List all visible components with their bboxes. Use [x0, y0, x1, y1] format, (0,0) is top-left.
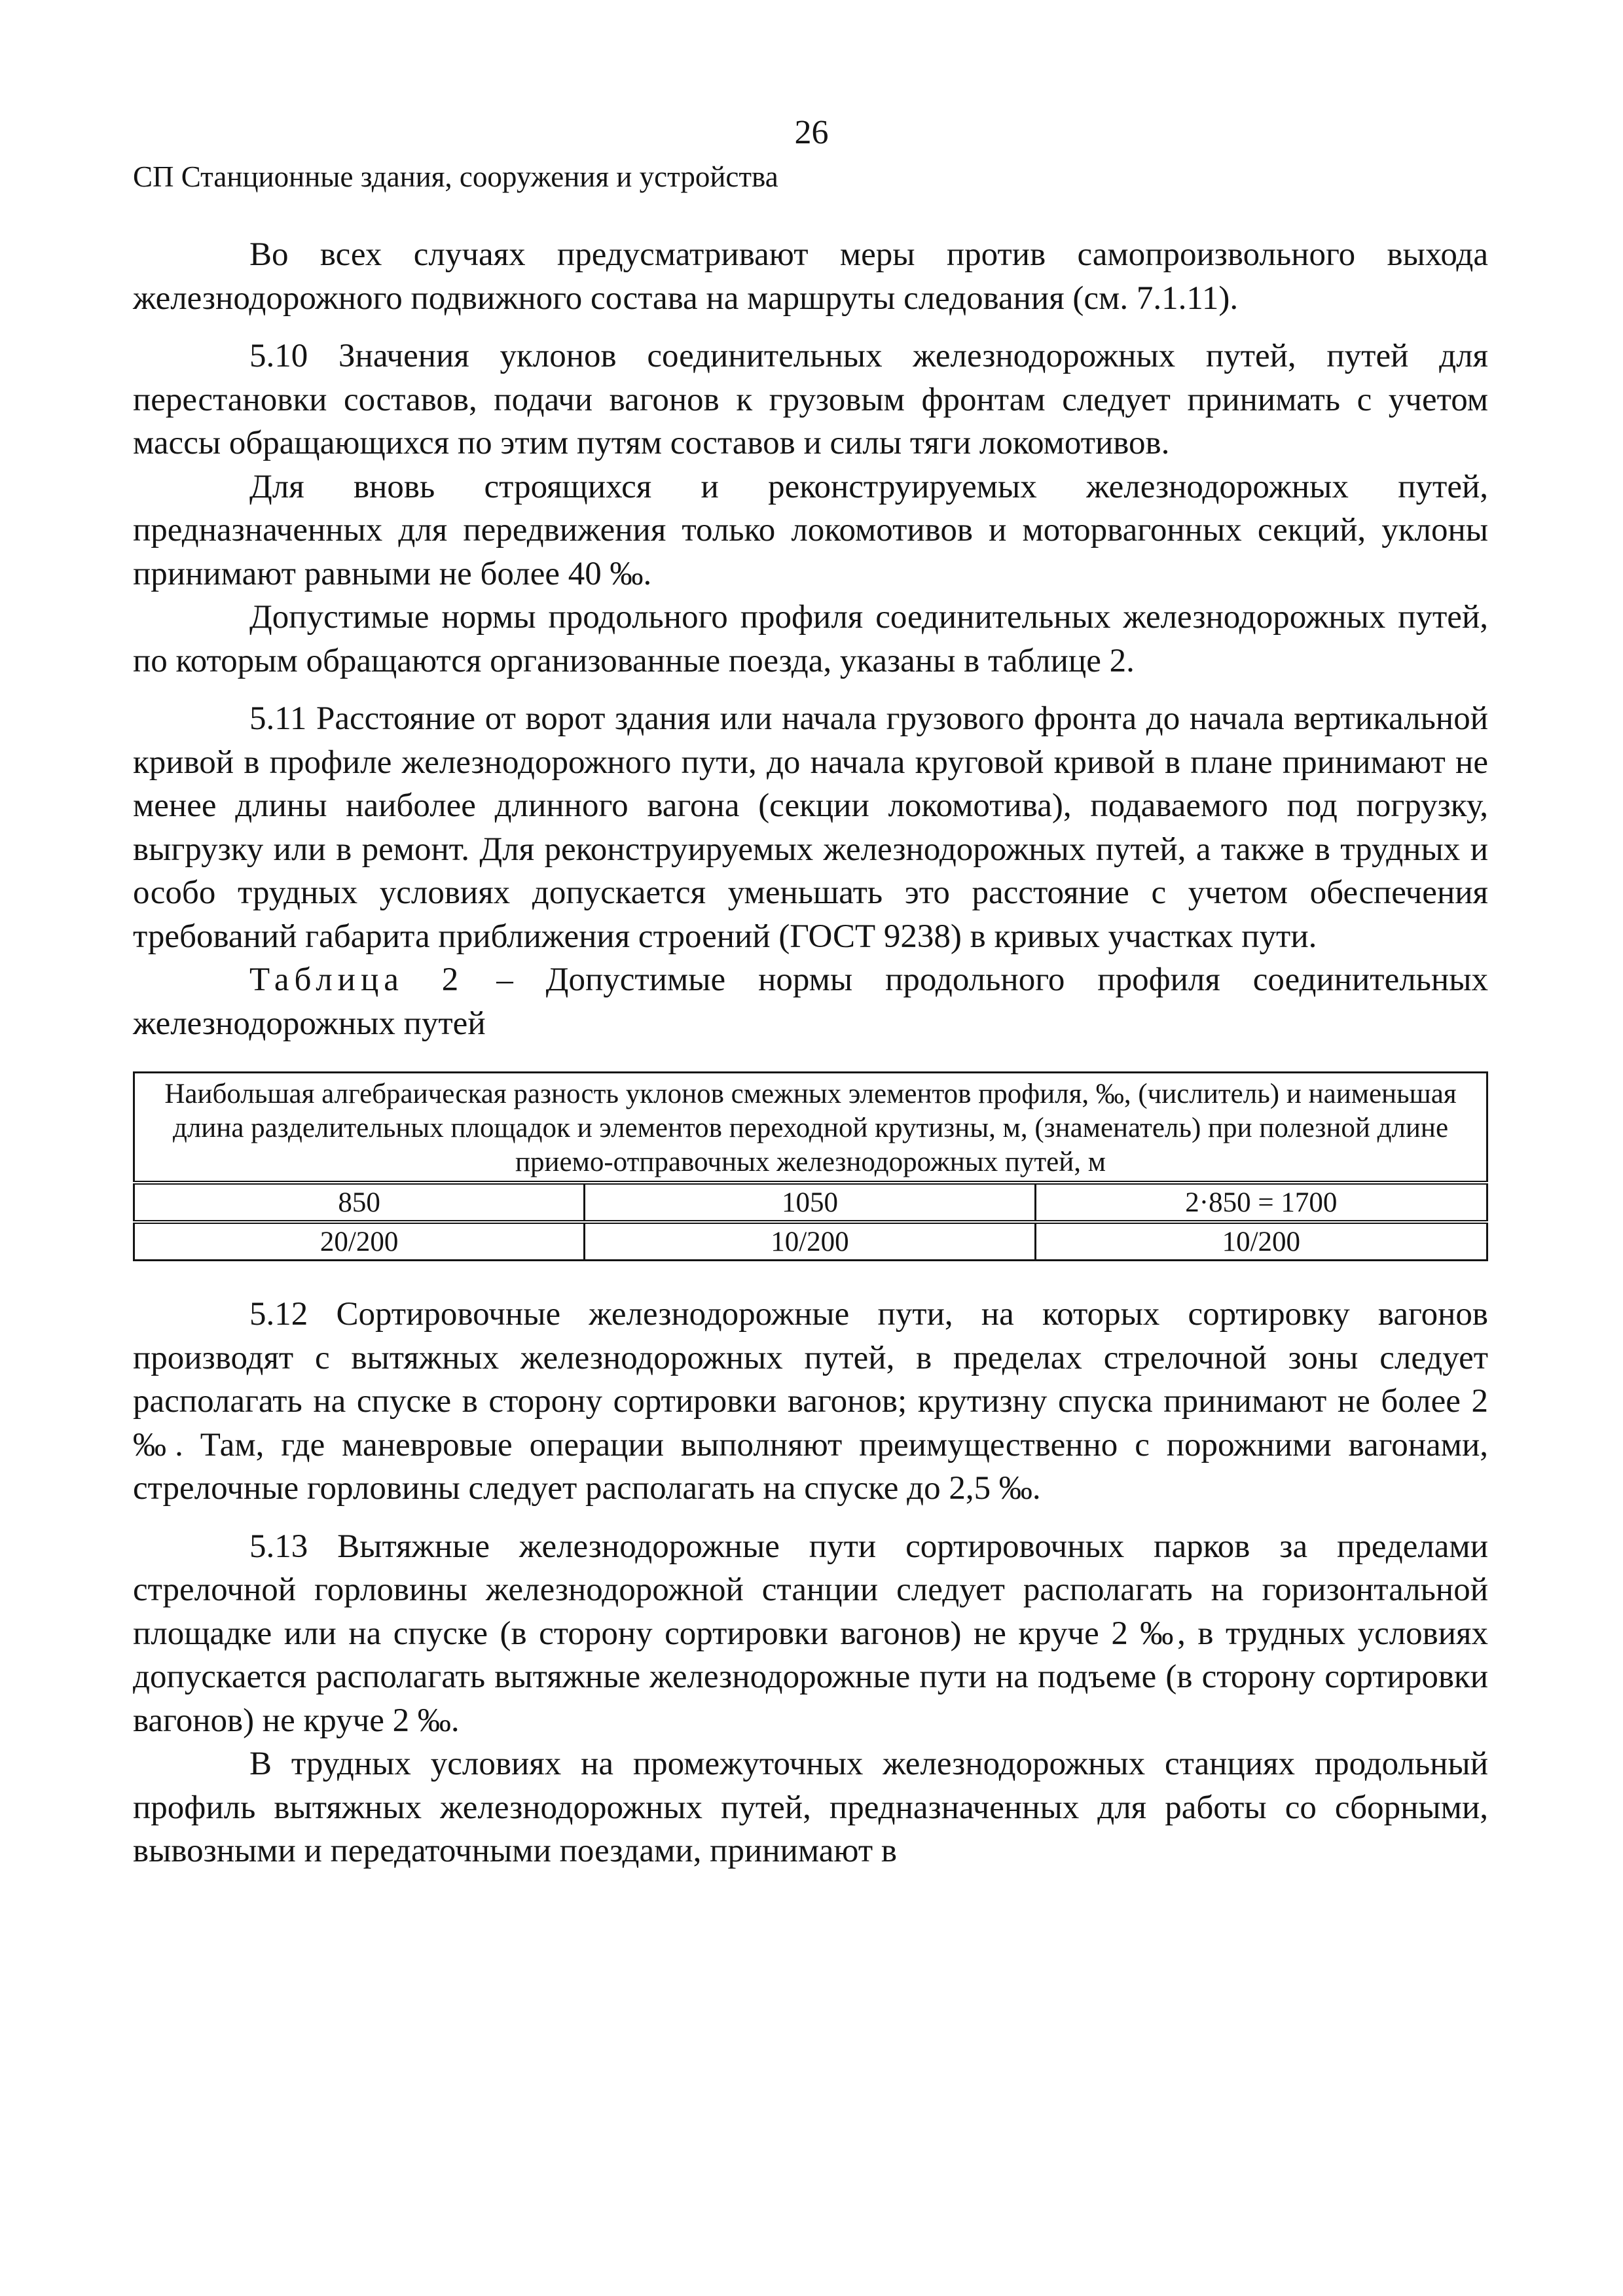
running-header: СП Станционные здания, сооружения и устройства: [133, 160, 778, 193]
table-caption: [133, 958, 1488, 1045]
table-cell-length-1: 850: [134, 1183, 585, 1222]
body-text: [133, 233, 1488, 1873]
table-cell-value-2: 10/200: [585, 1222, 1035, 1261]
page-number: 26: [794, 114, 829, 151]
paragraph-5-13: 5.13 Вытяжные железнодорожные пути сортировочных парков за пределами стрелочной горловины железнодорожной станции следует располагать на горизонтальной площадке или на спуске (в сторону сортировки вагонов) не круче 2 ‰, в трудных условиях допускается располагать вытяжные железнодорожные пути на подъеме (в сторону сортировки вагонов) не круче 2 ‰.: [133, 1528, 1488, 1739]
paragraph-5-12: 5.12 Сортировочные железнодорожные пути, на которых сортировку вагонов производят с вытяжных железнодорожных путей, в пределах стрелочной зоны следует располагать на спуске в сторону сортировки вагонов; крутизну спуска принимают не более 2 ‰. Там, где маневровые операции выполняют преимущественно с порожними вагонами, стрелочные горловины следует располагать на спуске до 2,5 ‰.: [133, 1296, 1488, 1507]
paragraph-5-13-difficult: В трудных условиях на промежуточных железнодорожных станциях продольный профиль вытяжных железнодорожных путей, предназначенных для работы со сборными, вывозными и передаточными поездами, принимают в: [133, 1746, 1488, 1869]
table-cell-value-3: 10/200: [1035, 1222, 1487, 1261]
paragraph-5-10-locomotives: Для вновь строящихся и реконструируемых железнодорожных путей, предназначенных для передвижения только локомотивов и моторвагонных секций, уклоны принимают равными не более 40 ‰.: [133, 468, 1488, 592]
norms-table: [133, 1071, 1488, 1261]
paragraph-1: Во всех случаях предусматривают меры против самопроизвольного выхода железнодорожного подвижного состава на маршруты следования (см. 7.1.11).: [133, 236, 1488, 317]
table-caption-text: – Допустимые нормы продольного профиля соединительных железнодорожных путей: [133, 961, 1488, 1042]
table-cell-length-3: 2·850 = 1700: [1035, 1183, 1487, 1222]
table-header-row: [134, 1073, 1487, 1183]
paragraph-5-10-norms: Допустимые нормы продольного профиля соединительных железнодорожных путей, по которым обращаются организованные поезда, указаны в таблице 2.: [133, 599, 1488, 679]
table-cell-value-1: 20/200: [134, 1222, 585, 1261]
table-row: [134, 1222, 1487, 1261]
table-caption-label: Таблица 2: [249, 961, 464, 998]
paragraph-5-11: 5.11 Расстояние от ворот здания или начала грузового фронта до начала вертикальной кривой в профиле железнодорожного пути, до начала круговой кривой в плане принимают не менее длины наиболее длинного вагона (секции локомотива), подаваемого под погрузку, выгрузку или в ремонт. Для реконструируемых железнодорожных путей, а также в трудных и особо трудных условиях допускается уменьшать это расстояние с учетом обеспечения требований габарита приближения строений (ГОСТ 9238) в кривых участках пути.: [133, 700, 1488, 955]
table-header-cell: Наибольшая алгебраическая разность уклонов смежных элементов профиля, ‰, (числитель) и наименьшая длина разделительных площадок и элементов переходной крутизны, м, (знаменатель) при полезной длине приемо-отправочных железнодорожных путей, м: [134, 1073, 1487, 1183]
table-row: [134, 1183, 1487, 1222]
table-cell-length-2: 1050: [585, 1183, 1035, 1222]
paragraph-5-10: 5.10 Значения уклонов соединительных железнодорожных путей, путей для перестановки составов, подачи вагонов к грузовым фронтам следует принимать с учетом массы обращающихся по этим путям составов и силы тяги локомотивов.: [133, 338, 1488, 461]
